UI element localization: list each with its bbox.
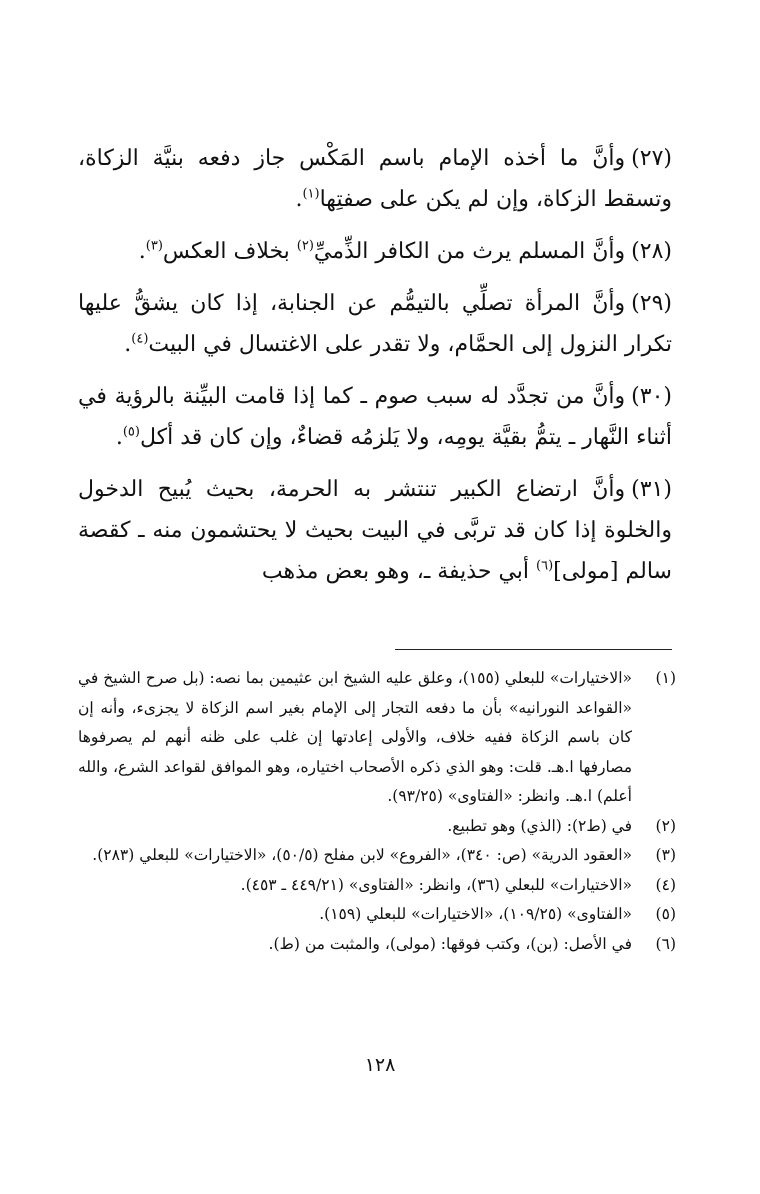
footnote-5 [78, 900, 676, 930]
footnote-ref: (٢) [296, 238, 314, 254]
page-number: ١٢٨ [364, 1054, 396, 1076]
footnote-number: (٣) [655, 846, 676, 864]
footnote-text: «الفتاوى» (١٠٩/٢٥)، «الاختيارات» للبعلي (١٥٩). [319, 905, 632, 923]
footnote-2 [78, 812, 676, 842]
item-number: (٢٩) [631, 291, 672, 316]
footnote-ref: (٣) [145, 238, 163, 254]
paragraph-27 [78, 138, 672, 220]
footnote-number: (٤) [655, 875, 676, 894]
footnote-6 [78, 930, 676, 960]
footnote-4 [78, 871, 676, 901]
paragraph-text: وأنَّ المرأة تصلِّي بالتيمُّم عن الجنابة، إذا كان يشقُّ عليها تكرار النزول إلى الحمَّام، ولا تقدر على الاغتسال في البيت [78, 291, 672, 357]
footnote-text: في (ط٢): (الذي) وهو تطبيع. [447, 816, 632, 835]
paragraph-text-cont: أبي حذيفة ـ، وهو بعض مذهب [261, 559, 537, 584]
paragraph-text: وأنَّ ارتضاع الكبير تنتشر به الحرمة، بحيث يُبيح الدخول والخلوة إذا كان قد تربَّى في البيت بحيث لا يحتشمون منه ـ كقصة سالم [مولى] [78, 477, 672, 584]
footnote-ref: (٥) [122, 424, 140, 440]
paragraph-end: . [295, 187, 303, 212]
paragraph-text: وأنَّ المسلم يرث من الكافر الذِّميِّ [313, 239, 626, 264]
footnote-text: في الأصل: (بن)، وكتب فوقها: (مولى)، والمثبت من (ط). [268, 934, 632, 953]
footnote-text: «الاختيارات» للبعلي (٣٦)، وانظر: «الفتاوى» (٤٤٩/٢١ ـ ٤٥٣). [240, 875, 632, 894]
paragraph-28 [78, 231, 672, 272]
item-number: (٣١) [631, 477, 672, 502]
footnote-number: (٥) [655, 905, 676, 923]
footnote-3 [78, 841, 676, 871]
footnotes [78, 664, 676, 959]
footnote-number: (٦) [655, 934, 676, 953]
footnote-ref: (١) [302, 186, 320, 202]
footnote-text: «العقود الدرية» (ص: ٣٤٠)، «الفروع» لابن مفلح (٥٠/٥)، «الاختيارات» للبعلي (٢٨٣). [92, 846, 632, 864]
footnote-divider [395, 649, 672, 650]
paragraph-29 [78, 283, 672, 365]
footnote-ref: (٦) [536, 558, 554, 574]
footnote-1 [78, 664, 676, 812]
footnote-number: (٢) [655, 816, 676, 835]
paragraph-30 [78, 376, 672, 458]
paragraph-end: . [138, 239, 146, 264]
paragraph-text: وأنَّ من تجدَّد له سبب صوم ـ كما إذا قامت البيِّنة بالرؤية في أثناء النَّهار ـ يتمُّ بقيَّة يومِه، ولا يَلزمُه قضاءٌ، وإن كان قد أكل [78, 384, 672, 450]
paragraph-end: . [124, 332, 132, 357]
paragraph-end: . [115, 425, 123, 450]
footnote-number: (١) [655, 669, 676, 687]
item-number: (٣٠) [631, 384, 672, 409]
item-number: (٢٨) [631, 239, 672, 264]
footnote-ref: (٤) [131, 331, 149, 347]
paragraph-31 [78, 469, 672, 592]
paragraph-text-cont: بخلاف العكس [162, 239, 297, 264]
paragraph-text: وأنَّ ما أخذه الإمام باسم المَكْس جاز دفعه بنيَّة الزكاة، وتسقط الزكاة، وإن لم يكن على صفتِها [78, 146, 672, 212]
item-number: (٢٧) [631, 146, 672, 171]
footnote-text: «الاختيارات» للبعلي (١٥٥)، وعلق عليه الشيخ ابن عثيمين بما نصه: (بل صرح الشيخ في «القواعد النورانيه» بأن ما دفعه التجار إلى الإمام بغير اسم الزكاة لا يجزىء، وأنه إن كان باسم الزكاة ففيه خلاف، والأولى إعادتها إن غلب على ظنه أنهم لم يصرفوها مصارفها ا.هـ. قلت: وهو الذي ذكره الأصحاب اختياره، وهو الموافق لقواعد الشرع، والله أعلم) ا.هـ. وانظر: «الفتاوى» (٩٣/٢٥). [78, 669, 632, 805]
main-text [78, 138, 672, 603]
